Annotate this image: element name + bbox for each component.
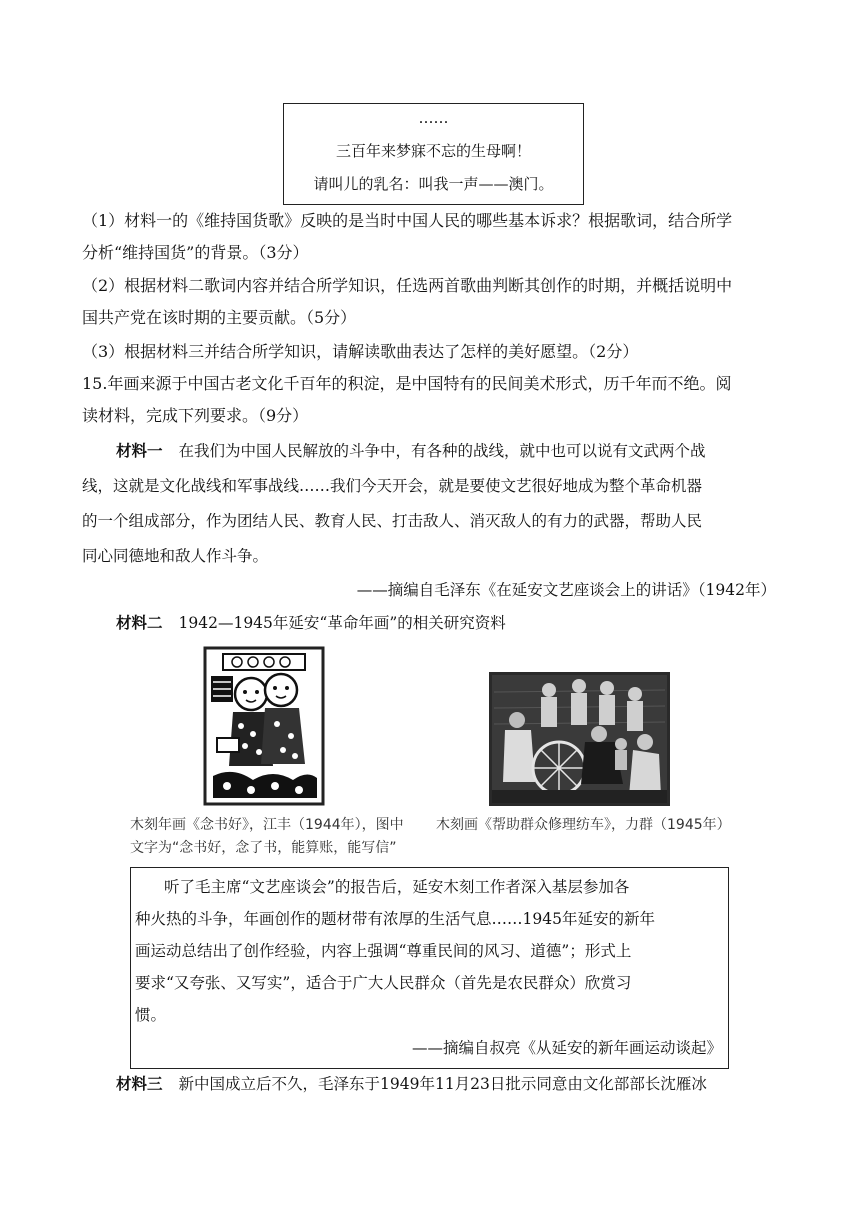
poem-line: 三百年来梦寐不忘的生母啊！ bbox=[335, 142, 531, 160]
question-15-line: 15.年画来源于中国古老文化千百年的积淀，是中国特有的民间美术形式，历千年而不绝。阅 bbox=[82, 374, 732, 393]
material-1-first-line bbox=[116, 441, 706, 461]
poem-ellipsis: …… bbox=[418, 109, 449, 127]
question-2-line: （2）根据材料二歌词内容并结合所学知识，任选两首歌曲判断其创作的时期，并概括说明中 bbox=[82, 276, 733, 295]
question-2-line: 国共产党在该时期的主要贡献。（5分） bbox=[82, 308, 357, 327]
material-1-source: ——摘编自毛泽东《在延安文艺座谈会上的讲话》（1942年） bbox=[356, 581, 776, 599]
material-1-line: 线，这就是文化战线和军事战线……我们今天开会，就是要使文艺很好地成为整个革命机器 bbox=[82, 477, 703, 495]
question-1-line: （1）材料一的《维持国货歌》反映的是当时中国人民的哪些基本诉求？根据歌词，结合所学 bbox=[82, 211, 733, 230]
material-2-title: 1942—1945年延安“革命年画”的相关研究资料 bbox=[178, 614, 506, 632]
material-2-title-line bbox=[116, 613, 506, 633]
material-2-quote-box bbox=[130, 867, 729, 1069]
caption-woodcut-1: 木刻年画《念书好》，江丰（1944年），图中 bbox=[130, 817, 404, 833]
quote-line: 种火热的斗争，年画创作的题材带有浓厚的生活气息……1945年延安的新年 bbox=[135, 910, 655, 928]
question-3-line: （3）根据材料三并结合所学知识，请解读歌曲表达了怎样的美好愿望。（2分） bbox=[82, 342, 639, 361]
quote-line: 画运动总结出了创作经验，内容上强调“尊重民间的风习、道德”；形式上 bbox=[135, 942, 632, 960]
material-2-label: 材料二 bbox=[116, 613, 163, 632]
material-3-text: 新中国成立后不久，毛泽东于1949年11月23日批示同意由文化部部长沈雁冰 bbox=[178, 1075, 707, 1093]
question-1-line: 分析“维持国货”的背景。（3分） bbox=[82, 243, 309, 262]
question-15-line: 读材料，完成下列要求。（9分） bbox=[82, 406, 309, 425]
poem-box bbox=[283, 103, 584, 205]
quote-line: 惯。 bbox=[135, 1006, 167, 1024]
woodcut-nian-shu-hao-image bbox=[203, 646, 325, 806]
material-3-label: 材料三 bbox=[116, 1074, 163, 1093]
quote-line: 听了毛主席“文艺座谈会”的报告后，延安木刻工作者深入基层参加各 bbox=[164, 878, 630, 896]
poem-line: 请叫儿的乳名：叫我一声——澳门。 bbox=[313, 175, 554, 193]
quote-source: ——摘编自叔亮《从延安的新年画运动谈起》 bbox=[411, 1039, 722, 1057]
caption-woodcut-2: 木刻画《帮助群众修理纺车》，力群（1945年） bbox=[436, 817, 731, 833]
caption-woodcut-1: 文字为“念书好，念了书，能算账，能写信” bbox=[130, 840, 397, 856]
woodcut-spinning-wheel-image bbox=[489, 672, 670, 806]
material-1-label: 材料一 bbox=[116, 441, 163, 460]
quote-line: 要求“又夸张、又写实”，适合于广大人民群众（首先是农民群众）欣赏习 bbox=[135, 974, 632, 992]
material-3-line bbox=[116, 1074, 707, 1094]
material-1-line: 的一个组成部分，作为团结人民、教育人民、打击敌人、消灭敌人的有力的武器，帮助人民 bbox=[82, 512, 703, 530]
material-1-text: 在我们为中国人民解放的斗争中，有各种的战线，就中也可以说有文武两个战 bbox=[178, 442, 706, 460]
material-1-line: 同心同德地和敌人作斗争。 bbox=[82, 547, 269, 565]
